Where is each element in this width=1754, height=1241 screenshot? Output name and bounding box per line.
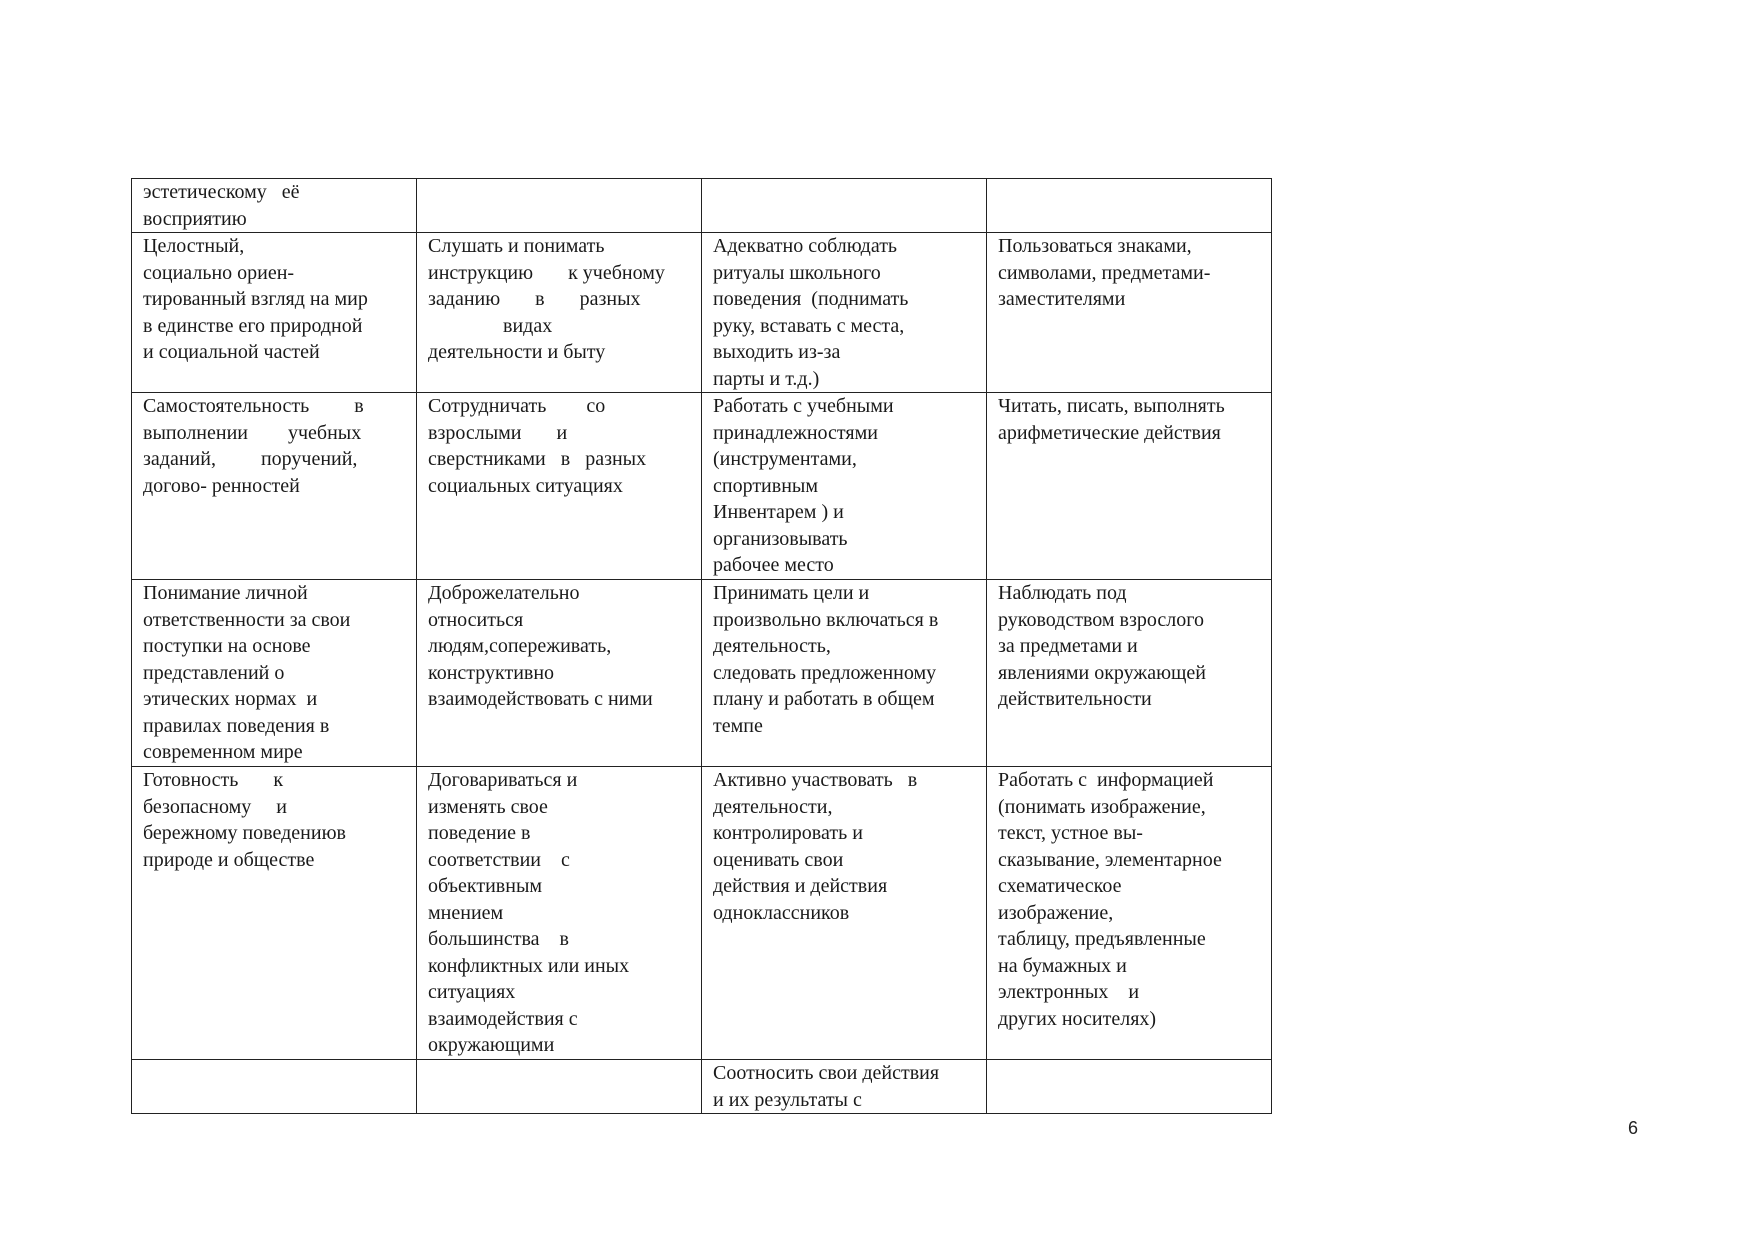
table-row	[132, 393, 1272, 580]
table-cell	[702, 393, 987, 580]
page-number: 6	[1628, 1118, 1639, 1138]
cell-text-line: символами, предметами-	[998, 261, 1211, 284]
table-cell	[987, 580, 1272, 767]
cell-text-line: Целостный,	[143, 235, 245, 257]
cell-text-line: заместителями	[998, 288, 1126, 310]
cell-text-line: инструкцию к учебному	[428, 261, 665, 284]
table-row	[132, 179, 1272, 233]
cell-text-line: Сотрудничать со	[428, 395, 606, 417]
cell-text-line: этических нормах и	[143, 688, 318, 710]
cell-text-line: социальных ситуациях	[428, 474, 623, 497]
cell-text-line: Готовность к	[143, 769, 284, 791]
cell-text-line: эстетическому её	[143, 181, 300, 203]
cell-text-line: тированный взгляд на мир	[143, 288, 368, 310]
cell-text-line: ритуалы школьного	[713, 261, 881, 284]
table-cell	[417, 179, 702, 233]
cell-text-line: Принимать цели и	[713, 582, 870, 604]
cell-text-line: изображение,	[998, 901, 1114, 924]
cell-text-line: поведения (поднимать	[713, 288, 909, 310]
table-cell	[417, 580, 702, 767]
table-cell	[702, 233, 987, 393]
cell-text-line: организовывать	[713, 527, 848, 550]
cell-text-line: руку, вставать с места,	[713, 314, 905, 337]
table-cell	[702, 179, 987, 233]
cell-text-line: произвольно включаться в	[713, 608, 939, 631]
table-cell	[132, 233, 417, 393]
cell-text-line: Работать с учебными	[713, 395, 894, 417]
cell-text-line: и социальной частей	[143, 341, 320, 363]
cell-text-line: современном мире	[143, 741, 303, 763]
table-cell	[132, 393, 417, 580]
cell-text-line: арифметические действия	[998, 421, 1221, 444]
cell-text-line: деятельность,	[713, 635, 831, 657]
cell-text-line: следовать предложенному	[713, 661, 937, 684]
table-cell	[417, 767, 702, 1060]
cell-text-line: схематическое	[998, 875, 1122, 897]
cell-text-line: темпе	[713, 714, 763, 737]
cell-text-line: выходить из-за	[713, 341, 841, 363]
cell-text-line: взаимодействовать с ними	[428, 688, 653, 710]
cell-text-line: выполнении учебных	[143, 421, 362, 444]
cell-text-line: деятельности и быту	[428, 341, 606, 363]
table-cell	[987, 1060, 1272, 1114]
cell-text-line: заданию в разных	[428, 288, 641, 310]
cell-text-line: (инструментами,	[713, 448, 857, 470]
cell-text-line: взрослыми и	[428, 421, 568, 444]
table-cell	[417, 393, 702, 580]
table-row	[132, 767, 1272, 1060]
cell-text-line: большинства в	[428, 928, 569, 950]
cell-text-line: бережному поведениюв	[143, 822, 346, 844]
cell-text-line: социально ориен-	[143, 261, 295, 284]
table-cell	[987, 179, 1272, 233]
cell-text-line: поведение в	[428, 822, 531, 844]
cell-text-line: явлениями окружающей	[998, 661, 1207, 684]
cell-text-line: конфликтных или иных	[428, 954, 630, 977]
cell-text-line: Доброжелательно	[428, 582, 580, 604]
cell-text-line: правилах поведения в	[143, 714, 330, 737]
cell-text-line: Работать с информацией	[998, 769, 1214, 791]
cell-text-line: Активно участвовать в	[713, 769, 918, 791]
cell-text-line: Читать, писать, выполнять	[998, 395, 1225, 417]
cell-text-line: взаимодействия с	[428, 1007, 578, 1030]
table-cell	[132, 580, 417, 767]
cell-text-line: Слушать и понимать	[428, 235, 605, 257]
cell-text-line: природе и обществе	[143, 848, 315, 871]
cell-text-line: безопасному и	[143, 795, 287, 818]
cell-text-line: догово- ренностей	[143, 474, 300, 497]
cell-text-line: руководством взрослого	[998, 608, 1204, 631]
cell-text-line: изменять свое	[428, 795, 548, 818]
cell-text-line: других носителях)	[998, 1007, 1157, 1030]
cell-text-line: конструктивно	[428, 661, 555, 684]
cell-text-line: ситуациях	[428, 981, 516, 1003]
cell-text-line: в единстве его природной	[143, 314, 363, 337]
cell-text-line: заданий, поручений,	[143, 448, 358, 470]
cell-text-line: действия и действия	[713, 875, 888, 897]
cell-text-line: парты и т.д.)	[713, 367, 820, 390]
table-row	[132, 233, 1272, 393]
cell-text-line: мнением	[428, 901, 504, 924]
table-row	[132, 580, 1272, 767]
cell-text-line: Наблюдать под	[998, 582, 1127, 604]
cell-text-line: Самостоятельность в	[143, 395, 364, 417]
table-cell	[987, 393, 1272, 580]
cell-text-line: за предметами и	[998, 635, 1138, 657]
cell-text-line: (понимать изображение,	[998, 795, 1206, 818]
cell-text-line: ответственности за свои	[143, 608, 351, 631]
table-cell	[417, 233, 702, 393]
cell-text-line: одноклассников	[713, 901, 850, 924]
cell-text-line: соответствии с	[428, 848, 570, 871]
cell-text-line: на бумажных и	[998, 954, 1127, 977]
cell-text-line: сказывание, элементарное	[998, 848, 1222, 871]
cell-text-line: Понимание личной	[143, 582, 308, 604]
cell-text-line: сверстниками в разных	[428, 448, 647, 470]
cell-text-line: спортивным	[713, 474, 818, 497]
cell-text-line: контролировать и	[713, 822, 863, 844]
cell-text-line: плану и работать в общем	[713, 688, 935, 710]
table-cell	[702, 767, 987, 1060]
cell-text-line: принадлежностями	[713, 421, 878, 444]
table-cell	[417, 1060, 702, 1114]
cell-text-line: оценивать свои	[713, 848, 844, 871]
table-cell	[702, 1060, 987, 1114]
cell-text-line: относиться	[428, 608, 524, 631]
cell-text-line: таблицу, предъявленные	[998, 928, 1206, 950]
cell-text-line: и их результаты с	[713, 1088, 862, 1111]
cell-text-line: Пользоваться знаками,	[998, 235, 1192, 257]
cell-text-line: текст, устное вы-	[998, 822, 1143, 844]
table-cell	[702, 580, 987, 767]
cell-text-line: восприятию	[143, 207, 247, 230]
cell-text-line: объективным	[428, 875, 543, 897]
cell-text-line: представлений о	[143, 661, 285, 684]
cell-text-line: людям,сопереживать,	[428, 635, 612, 657]
cell-text-line: действительности	[998, 688, 1152, 710]
table-cell	[987, 233, 1272, 393]
competency-table	[131, 178, 1272, 1114]
cell-text-line: Договариваться и	[428, 769, 578, 791]
cell-text-line: поступки на основе	[143, 635, 311, 657]
cell-text-line: электронных и	[998, 981, 1140, 1003]
table-cell	[987, 767, 1272, 1060]
table-body	[132, 179, 1272, 1114]
cell-text-line: Соотносить свои действия	[713, 1062, 940, 1084]
table-cell	[132, 1060, 417, 1114]
table-cell	[132, 179, 417, 233]
cell-text-line: деятельности,	[713, 795, 833, 818]
cell-text-line: окружающими	[428, 1034, 555, 1056]
table-row	[132, 1060, 1272, 1114]
cell-text-line: Инвентарем ) и	[713, 501, 844, 523]
cell-text-line: рабочее место	[713, 554, 834, 576]
cell-text-line: видах	[428, 314, 553, 337]
table-cell	[132, 767, 417, 1060]
cell-text-line: Адекватно соблюдать	[713, 235, 898, 257]
